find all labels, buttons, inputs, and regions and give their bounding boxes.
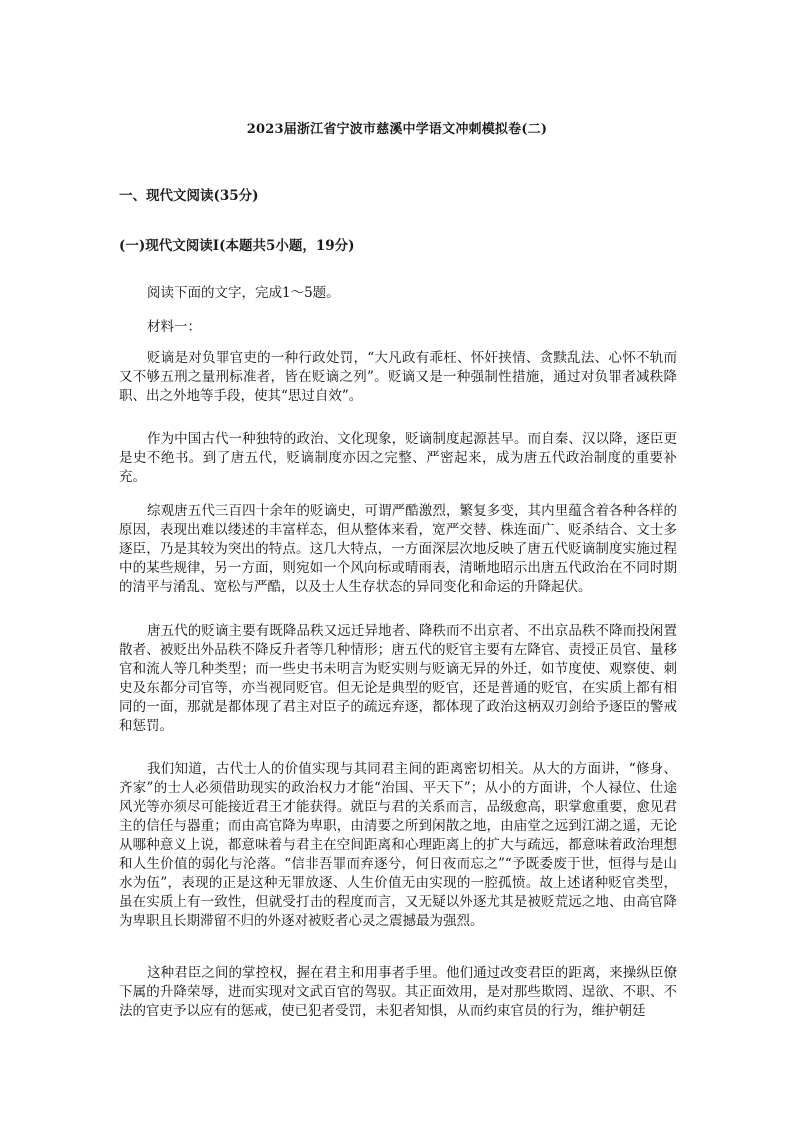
subsection-heading: (一)现代文阅读Ⅰ(本题共5小题，19分) — [119, 238, 355, 254]
paragraph-4-block — [119, 622, 677, 736]
paragraph-2-block — [119, 430, 677, 487]
paragraph: 这种君臣之间的掌控权，握在君主和用事者手里。他们通过改变君臣的距离，来操纵臣僚下属的升降荣辱，进而实现对文武百官的驾驭。其正面效用，是对那些欺罔、逞欲、不职、不法的官吏予以应有的惩戒，使已犯者受罚，未犯者知惧，从而约束官员的行为，维护朝廷 — [119, 965, 677, 1019]
paragraph: 贬谪是对负罪官吏的一种行政处罚，“大凡政有乖枉、怀奸挟情、贪黩乱法、心怀不轨而又不够五刑之量刑标准者，皆在贬谪之列”。贬谪又是一种强制性措施，通过对负罪者减秩降职、出之外地等手段，使其“思过自效”。 — [119, 350, 677, 404]
paragraph-5-block — [119, 760, 677, 931]
paragraph: 我们知道，古代士人的价值实现与其同君主间的距离密切相关。从大的方面讲，“修身、齐家”的士人必须借助现实的政治权力才能“治国、平天下”；从小的方面讲，个人禄位、仕途风光等亦须尽可能接近君王才能获得。就臣与君的关系而言，品级愈高，职掌愈重要，愈见君主的信任与器重；而由高官降为卑职，由清要之所到闲散之地，由庙堂之远到江湖之遥，无论从哪种意义上说，都意味着与君主在空间距离和心理距离上的扩大与疏远，都意味着政治理想和人生价值的弱化与沦落。“信非吾罪而弃逐兮，何日夜而忘之”“予既委废于世，恒得与是山水为伍”，表现的正是这种无罪放逐、人生价值无由实现的一腔孤愤。故上述诸种贬官类型，虽在实质上有一致性，但就受打击的程度而言，又无疑以外逐尤其是被贬荒远之地、由高官降为卑职且长期滞留不归的外逐对被贬者心灵之震撼最为强烈。 — [119, 761, 677, 929]
paragraph-1-block — [119, 349, 677, 406]
document-title: 2023届浙江省宁波市慈溪中学语文冲刺模拟卷(二) — [246, 122, 548, 137]
paragraph: 作为中国古代一种独特的政治、文化现象，贬谪制度起源甚早。而自秦、汉以降，逐臣更是史不绝书。到了唐五代，贬谪制度亦因之完整、严密起来，成为唐五代政治制度的重要补充。 — [119, 431, 677, 485]
material-label-block — [119, 318, 677, 337]
paragraph-3-block — [119, 502, 677, 597]
paragraph-6-block — [119, 964, 677, 1021]
instruction-line: 阅读下面的文字，完成1～5题。 — [147, 285, 340, 301]
section-heading: 一、现代文阅读(35分) — [119, 188, 259, 204]
material-label: 材料一： — [147, 319, 201, 335]
instruction-text — [119, 284, 677, 303]
paragraph: 综观唐五代三百四十余年的贬谪史，可谓严酷激烈，繁复多变，其内里蕴含着各种各样的原因，表现出难以缕述的丰富样态，但从整体来看，宽严交替、株连面广、贬杀结合、文士多逐臣，乃是其较为突出的特点。这几大特点，一方面深层次地反映了唐五代贬谪制度实施过程中的某些规律，另一方面，则宛如一个风向标或晴雨表，清晰地昭示出唐五代政治在不同时期的清平与淆乱、宽松与严酷，以及士人生存状态的异同变化和命运的升降起伏。 — [119, 503, 677, 595]
paragraph: 唐五代的贬谪主要有既降品秩又远迁异地者、降秩而不出京者、不出京品秩不降而投闲置散者、被贬出外品秩不降反升者等几种情形；唐五代的贬官主要有左降官、责授正员官、量移官和流人等几种类型；而一些史书未明言为贬实则与贬谪无异的外迁，如节度使、观察使、刺史及东都分司官等，亦当视同贬官。但无论是典型的贬官，还是普通的贬官，在实质上都有相同的一面，那就是都体现了君主对臣子的疏远弃逐，都体现了政治这柄双刃剑给予逐臣的警戒和惩罚。 — [119, 623, 677, 734]
